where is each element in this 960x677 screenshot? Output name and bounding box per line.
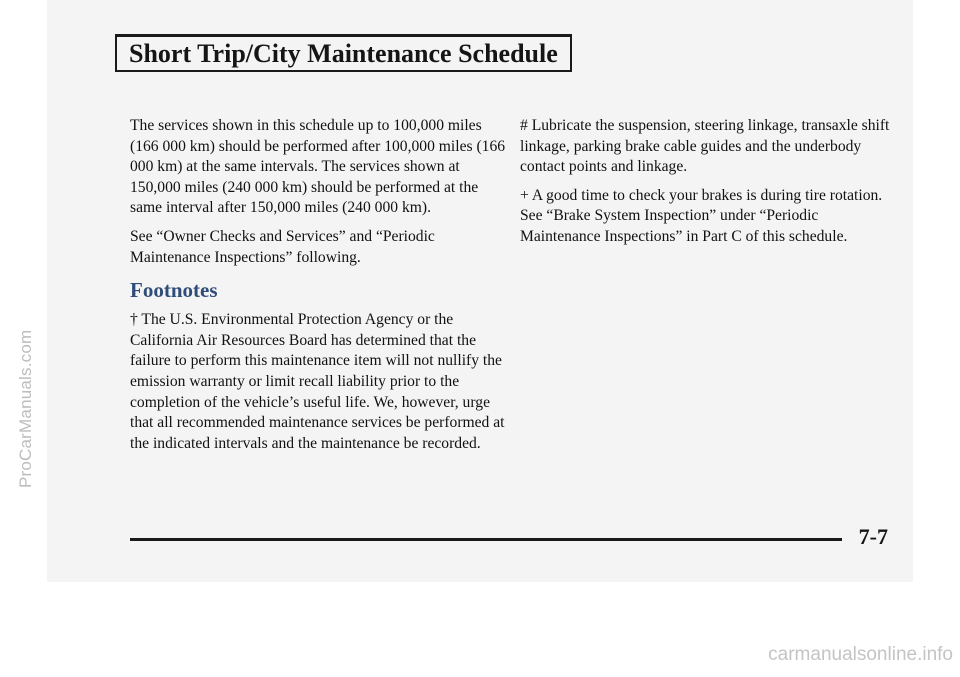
side-watermark: ProCarManuals.com xyxy=(16,329,35,488)
section-title-box xyxy=(115,34,572,72)
page-number: 7-7 xyxy=(858,524,888,549)
footnotes-heading: Footnotes xyxy=(130,278,218,303)
see-also-paragraph: See “Owner Checks and Services” and “Periodic Maintenance Inspections” following. xyxy=(130,227,435,266)
right-column xyxy=(520,116,900,256)
footnote-plus: + A good time to check your brakes is during tire rotation. See “Brake System Inspection” under “Periodic Maintenance Inspections” in Part C of this schedule. xyxy=(520,186,883,245)
footer-watermark: carmanualsonline.info xyxy=(768,644,953,665)
footer-rule xyxy=(130,538,842,541)
footnote-dagger: † The U.S. Environmental Protection Agency or the California Air Resources Board has determined that the failure to perform this maintenance item will not nullify the emission warranty or limit recall liability prior to the completion of the vehicle’s useful life. We, however, urge that all recommended maintenance services be performed at the indicated intervals and the maintenance be recorded. xyxy=(130,311,505,452)
intro-paragraph: The services shown in this schedule up to 100,000 miles (166 000 km) should be performed after 100,000 miles (166 000 km) at the same intervals. The services shown at 150,000 miles (240 000 km) should be performed at the same interval after 150,000 miles (240 000 km). xyxy=(130,117,506,217)
footnote-hash: # Lubricate the suspension, steering linkage, transaxle shift linkage, parking brake cable guides and the underbody contact points and linkage. xyxy=(520,117,890,176)
left-column xyxy=(130,116,510,462)
page-title: Short Trip/City Maintenance Schedule xyxy=(129,38,558,68)
